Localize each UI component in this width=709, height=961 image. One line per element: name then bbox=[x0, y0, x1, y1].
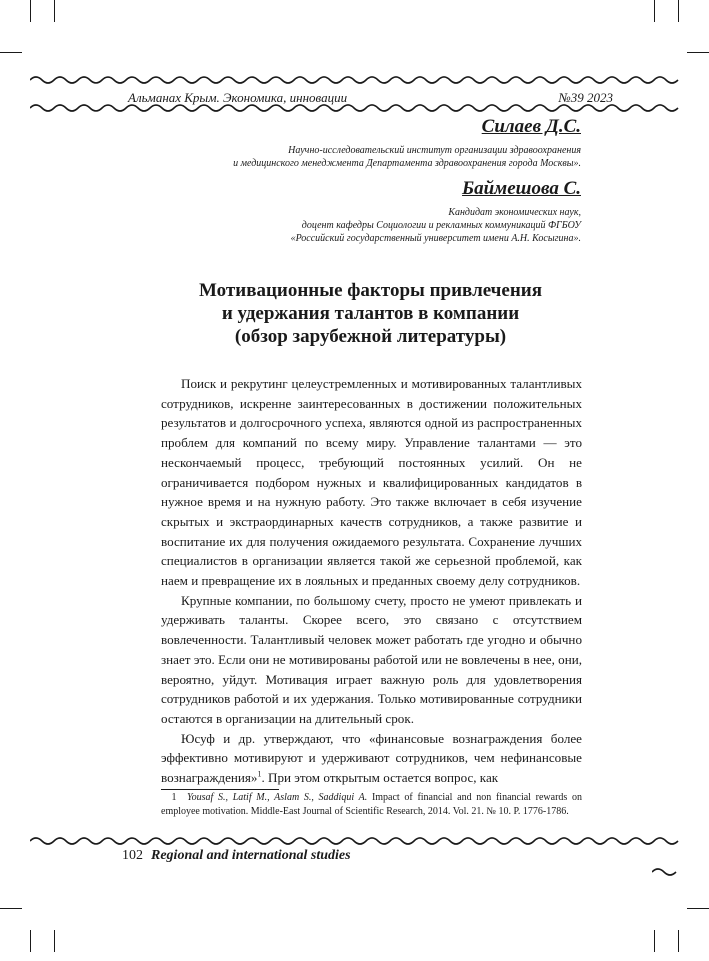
author-affiliation: Кандидат экономических наук, доцент кафедры Социологии и рекламных коммуникаций ФГБОУ «Российский государственный университет имени А.Н. Косыгина». bbox=[290, 207, 581, 244]
author-affiliation: Научно-исследовательский институт организации здравоохранения и медицинского менеджмента Департамента здравоохранения города Москвы». bbox=[233, 145, 581, 169]
footnote-text: Impact of financial and non financial rewards on employee motivation. Middle-East Journal of Scientific Research, 2014. Vol. 21. № 10. P. 1776-1786. bbox=[161, 792, 582, 817]
crop-mark bbox=[30, 930, 31, 952]
author-block-1 bbox=[233, 116, 581, 170]
crop-mark bbox=[30, 0, 31, 22]
author-name: Баймешова С. bbox=[462, 178, 581, 199]
author-block-2 bbox=[291, 178, 581, 245]
footnote-number: 1 bbox=[171, 792, 177, 803]
author-name: Силаев Д.С. bbox=[481, 116, 581, 137]
running-header bbox=[128, 90, 613, 106]
paragraph: Поиск и рекрутинг целеустремленных и мотивированных талантливых сотрудников, искренне заинтересованных в достижении положительных результатов и долгосрочного успеха, являются одной из распространенных проблем для компаний по всему миру. Управление талантами — это нескончаемый процесс, требующий постоянных усилий. Он не ограничивается подбором нужных и квалифицированных кандидатов в нужное время и на нужную работу. Это также включает в себя изучение скрытых и экстраординарных качеств сотрудников, а также развитие и воспитание их для получения ожидаемого результата. Сохранение лучших специалистов в организации является такой же серьезной проблемой, как наем и превращение их в лояльных и преданных своему делу сотрудников. bbox=[161, 376, 582, 589]
page-number: 102 bbox=[122, 848, 143, 863]
paragraph: Крупные компании, по большому счету, просто не умеют привлекать и удерживать таланты. Скорее всего, это связано с отсутствием вовлеченности. Талантливый человек может работать где угодно и обычно знает это. Если они не мотивированы работой или не вовлечены в нее, они, вероятно, уйдут. Мотивация играет важную роль для удовлетворения сотрудников работой и их удержания. Только мотивированные сотрудники остаются в организации на длительный срок. bbox=[161, 592, 582, 726]
crop-mark bbox=[687, 52, 709, 53]
article-body bbox=[161, 374, 582, 788]
footnote-authors: Yousaf S., Latif M., Aslam S., Saddiqui A. bbox=[187, 792, 368, 803]
header-wave-top bbox=[30, 74, 679, 86]
crop-mark bbox=[687, 908, 709, 909]
footnote-ref: 1 bbox=[257, 769, 262, 779]
crop-mark bbox=[0, 908, 22, 909]
paragraph: Юсуф и др. утверждают, что «финансовые вознаграждения более эффективно мотивируют и удерживают сотрудников, чем нефинансовые вознаграждения»$^1$. При этом открытым остается вопрос, как bbox=[161, 730, 582, 786]
footer-wave bbox=[30, 835, 679, 847]
crop-mark bbox=[654, 930, 655, 952]
article-title: Мотивационные факторы привлечения и удержания талантов в компании (обзор зарубежной литературы) bbox=[198, 280, 543, 347]
issue-number: №39 2023 bbox=[558, 90, 613, 105]
running-footer bbox=[122, 848, 351, 864]
footer-wave-small bbox=[652, 866, 682, 878]
crop-mark bbox=[678, 0, 679, 22]
crop-mark bbox=[0, 52, 22, 53]
footnote-divider bbox=[161, 789, 279, 790]
footer-journal: Regional and international studies bbox=[151, 848, 351, 863]
crop-mark bbox=[678, 930, 679, 952]
crop-mark bbox=[54, 0, 55, 22]
crop-mark bbox=[54, 930, 55, 952]
journal-title: Альманах Крым. Экономика, инновации bbox=[128, 90, 348, 105]
footnote bbox=[161, 791, 582, 818]
crop-mark bbox=[654, 0, 655, 22]
